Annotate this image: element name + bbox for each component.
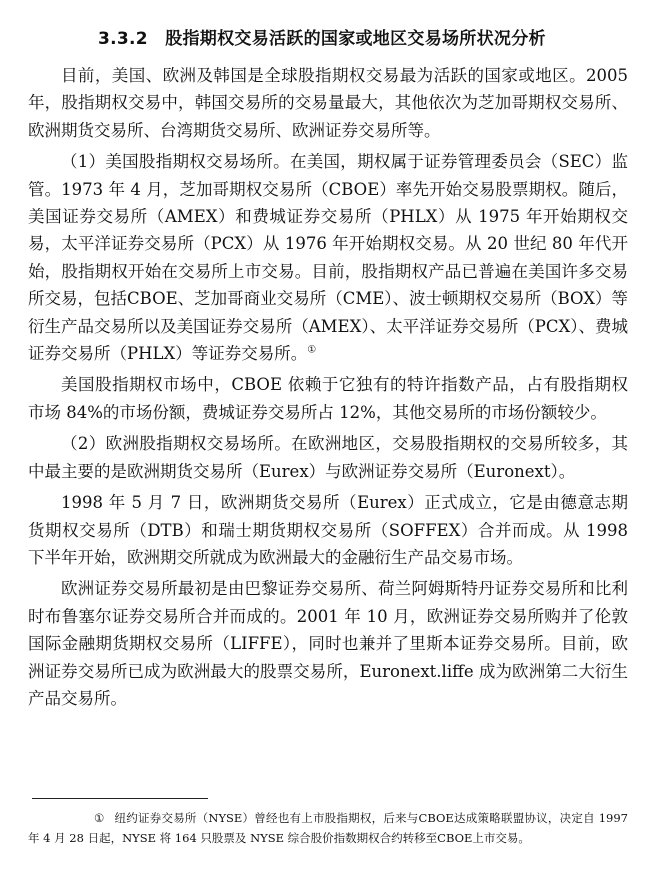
paragraph-eurex: 1998 年 5 月 7 日，欧洲期货交易所（Eurex）正式成立，它是由德意志期货期权交易所（DTB）和瑞士期货期权交易所（SOFFEX）合并而成。从 1998 下半年开始，欧洲期交所就成为欧洲最大的金融衍生产品交易市场。 — [28, 493, 628, 567]
body-text — [28, 62, 628, 716]
footnote-divider — [32, 798, 208, 799]
paragraph-us-exchanges-text: （1）美国股指期权交易场所。在美国，期权属于证券管理委员会（SEC）监管。1973 年 4 月，芝加哥期权交易所（CBOE）率先开始交易股票期权。随后，美国证券交易所（AMEX）和费城证券交易所（PHLX）从 1975 年开始期权交易，太平洋证券交易所（PCX）从 1976 年开始期权交易。从 20 世纪 80 年代开始，股指期权开始在交易所上市交易。目前，股指期权产品已普遍在美国许多交易所交易，包括CBOE、芝加哥商业交易所（CME）、波士顿期权交易所（BOX）等衍生产品交易所以及美国证券交易所（AMEX）、太平洋证券交易所（PCX）、费城证券交易所（PHLX）等证券交易所。 — [28, 152, 628, 364]
paragraph-euronext: 欧洲证券交易所最初是由巴黎证券交易所、荷兰阿姆斯特丹证券交易所和比利时布鲁塞尔证券交易所合并而成的。2001 年 10 月，欧洲证券交易所购并了伦敦国际金融期货期权交易所（LIFFE），同时也兼并了里斯本证券交易所。目前，欧洲证券交易所已成为欧洲最大的股票交易所，Euronext.liffe 成为欧洲第二大衍生产品交易所。 — [28, 579, 628, 708]
paragraph-us-market-share: 美国股指期权市场中，CBOE 依赖于它独有的特许指数产品，占有股指期权市场 84%的市场份额，费城证券交易所占 12%，其他交易所的市场份额较少。 — [28, 375, 628, 422]
footnote-mark: ① — [94, 811, 105, 825]
footnote-entry — [28, 808, 628, 848]
footnote — [28, 808, 628, 848]
paragraph-europe-exchanges: （2）欧洲股指期权交易场所。在欧洲地区，交易股指期权的交易所较多，其中最主要的是欧洲期货交易所（Eurex）与欧洲证券交易所（Euronext）。 — [28, 434, 628, 481]
section-heading: 3.3.2 股指期权交易活跃的国家或地区交易场所状况分析 — [98, 29, 546, 49]
footnote-reference[interactable]: ① — [307, 344, 317, 356]
paragraph-us-exchanges — [28, 148, 628, 367]
paragraph-intro: 目前，美国、欧洲及韩国是全球股指期权交易最为活跃的国家或地区。2005 年，股指期权交易中，韩国交易所的交易量最大，其他依次为芝加哥期权交易所、欧洲期货交易所、台湾期货交易所、欧洲证券交易所等。 — [28, 66, 628, 140]
footnote-text: 纽约证券交易所（NYSE）曾经也有上市股指期权，后来与CBOE达成策略联盟协议，决定自 1997 年 4 月 28 日起，NYSE 将 164 只股票及 NYSE 综合股价指数期权合约转移至CBOE上市交易。 — [28, 811, 628, 845]
